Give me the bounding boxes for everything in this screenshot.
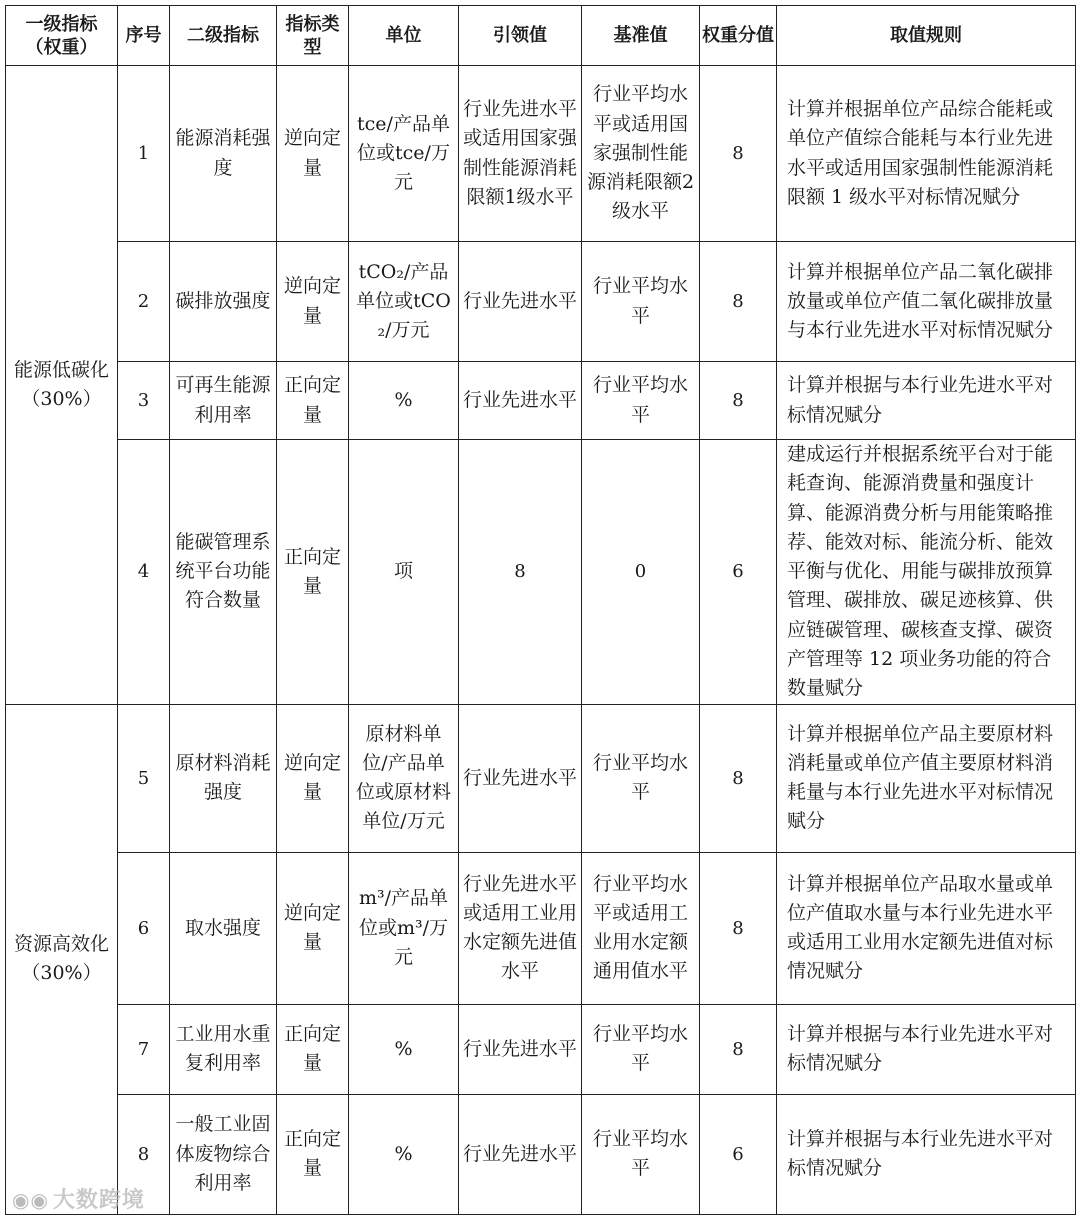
row-unit: 原材料单位/产品单位或原材料单位/万元 bbox=[349, 704, 459, 852]
table-row bbox=[6, 66, 1076, 242]
row-type: 正向定量 bbox=[277, 362, 349, 440]
table-row bbox=[6, 242, 1076, 362]
row-weight: 6 bbox=[700, 1094, 777, 1214]
row-seq: 1 bbox=[118, 66, 170, 242]
header-level2: 二级指标 bbox=[170, 6, 277, 66]
row-seq: 5 bbox=[118, 704, 170, 852]
header-weight: 权重分值 bbox=[700, 6, 777, 66]
group-label: 能源低碳化（30%） bbox=[6, 66, 118, 705]
watermark bbox=[12, 1183, 145, 1214]
row-seq: 3 bbox=[118, 362, 170, 440]
table-row bbox=[6, 362, 1076, 440]
indicator-table bbox=[5, 5, 1076, 1215]
row-unit: % bbox=[349, 362, 459, 440]
row-lead: 行业先进水平 bbox=[459, 242, 582, 362]
row-seq: 4 bbox=[118, 440, 170, 705]
row-type: 正向定量 bbox=[277, 1004, 349, 1094]
table-row bbox=[6, 704, 1076, 852]
row-rule: 建成运行并根据系统平台对于能耗查询、能源消费量和强度计算、能源消费分析与用能策略推荐、能效对标、能流分析、能效平衡与优化、用能与碳排放预算管理、碳排放、碳足迹核算、供应链碳管理、碳核查支撑、碳资产管理等 12 项业务功能的符合数量赋分 bbox=[777, 440, 1076, 705]
row-unit: % bbox=[349, 1094, 459, 1214]
header-level1: 一级指标（权重） bbox=[6, 6, 118, 66]
row-weight: 6 bbox=[700, 440, 777, 705]
table-row bbox=[6, 852, 1076, 1004]
header-unit: 单位 bbox=[349, 6, 459, 66]
row-seq: 6 bbox=[118, 852, 170, 1004]
row-lead: 行业先进水平 bbox=[459, 1004, 582, 1094]
row-weight: 8 bbox=[700, 1004, 777, 1094]
table-row bbox=[6, 1004, 1076, 1094]
row-base: 行业平均水平 bbox=[582, 704, 700, 852]
row-lead: 8 bbox=[459, 440, 582, 705]
row-weight: 8 bbox=[700, 704, 777, 852]
row-indicator: 能碳管理系统平台功能符合数量 bbox=[170, 440, 277, 705]
row-type: 逆向定量 bbox=[277, 704, 349, 852]
row-weight: 8 bbox=[700, 852, 777, 1004]
table-row bbox=[6, 440, 1076, 705]
row-rule: 计算并根据与本行业先进水平对标情况赋分 bbox=[777, 1094, 1076, 1214]
row-weight: 8 bbox=[700, 242, 777, 362]
row-rule: 计算并根据单位产品取水量或单位产值取水量与本行业先进水平或适用工业用水定额先进值对标情况赋分 bbox=[777, 852, 1076, 1004]
row-lead: 行业先进水平 bbox=[459, 1094, 582, 1214]
row-base: 行业平均水平或适用工业用水定额通用值水平 bbox=[582, 852, 700, 1004]
row-unit: tce/产品单位或tce/万元 bbox=[349, 66, 459, 242]
row-unit: m³/产品单位或m³/万元 bbox=[349, 852, 459, 1004]
row-rule: 计算并根据单位产品二氧化碳排放量或单位产值二氧化碳排放量与本行业先进水平对标情况赋分 bbox=[777, 242, 1076, 362]
row-base: 行业平均水平 bbox=[582, 1004, 700, 1094]
row-indicator: 原材料消耗强度 bbox=[170, 704, 277, 852]
glasses-logo-icon: ◉◉ bbox=[12, 1188, 49, 1212]
row-base: 0 bbox=[582, 440, 700, 705]
row-indicator: 取水强度 bbox=[170, 852, 277, 1004]
row-weight: 8 bbox=[700, 362, 777, 440]
row-rule: 计算并根据单位产品主要原材料消耗量或单位产值主要原材料消耗量与本行业先进水平对标情况赋分 bbox=[777, 704, 1076, 852]
row-indicator: 一般工业固体废物综合利用率 bbox=[170, 1094, 277, 1214]
row-rule: 计算并根据单位产品综合能耗或单位产值综合能耗与本行业先进水平或适用国家强制性能源消耗限额 1 级水平对标情况赋分 bbox=[777, 66, 1076, 242]
row-unit: tCO₂/产品单位或tCO₂/万元 bbox=[349, 242, 459, 362]
row-unit: % bbox=[349, 1004, 459, 1094]
row-base: 行业平均水平 bbox=[582, 242, 700, 362]
header-base: 基准值 bbox=[582, 6, 700, 66]
row-rule: 计算并根据与本行业先进水平对标情况赋分 bbox=[777, 362, 1076, 440]
table-row bbox=[6, 1094, 1076, 1214]
row-weight: 8 bbox=[700, 66, 777, 242]
row-indicator: 工业用水重复利用率 bbox=[170, 1004, 277, 1094]
row-rule: 计算并根据与本行业先进水平对标情况赋分 bbox=[777, 1004, 1076, 1094]
header-type: 指标类型 bbox=[277, 6, 349, 66]
row-type: 正向定量 bbox=[277, 1094, 349, 1214]
watermark-text: 大数跨境 bbox=[52, 1188, 145, 1213]
row-base: 行业平均水平或适用国家强制性能源消耗限额2级水平 bbox=[582, 66, 700, 242]
row-type: 逆向定量 bbox=[277, 242, 349, 362]
row-type: 逆向定量 bbox=[277, 852, 349, 1004]
row-type: 正向定量 bbox=[277, 440, 349, 705]
row-type: 逆向定量 bbox=[277, 66, 349, 242]
row-seq: 7 bbox=[118, 1004, 170, 1094]
row-lead: 行业先进水平 bbox=[459, 362, 582, 440]
row-lead: 行业先进水平或适用国家强制性能源消耗限额1级水平 bbox=[459, 66, 582, 242]
row-seq: 8 bbox=[118, 1094, 170, 1214]
row-lead: 行业先进水平 bbox=[459, 704, 582, 852]
header-seq: 序号 bbox=[118, 6, 170, 66]
row-indicator: 可再生能源利用率 bbox=[170, 362, 277, 440]
row-seq: 2 bbox=[118, 242, 170, 362]
row-lead: 行业先进水平或适用工业用水定额先进值水平 bbox=[459, 852, 582, 1004]
row-indicator: 能源消耗强度 bbox=[170, 66, 277, 242]
header-lead: 引领值 bbox=[459, 6, 582, 66]
group-label: 资源高效化（30%） bbox=[6, 704, 118, 1214]
row-base: 行业平均水平 bbox=[582, 362, 700, 440]
row-base: 行业平均水平 bbox=[582, 1094, 700, 1214]
header-rule: 取值规则 bbox=[777, 6, 1076, 66]
row-unit: 项 bbox=[349, 440, 459, 705]
header-row bbox=[6, 6, 1076, 66]
row-indicator: 碳排放强度 bbox=[170, 242, 277, 362]
